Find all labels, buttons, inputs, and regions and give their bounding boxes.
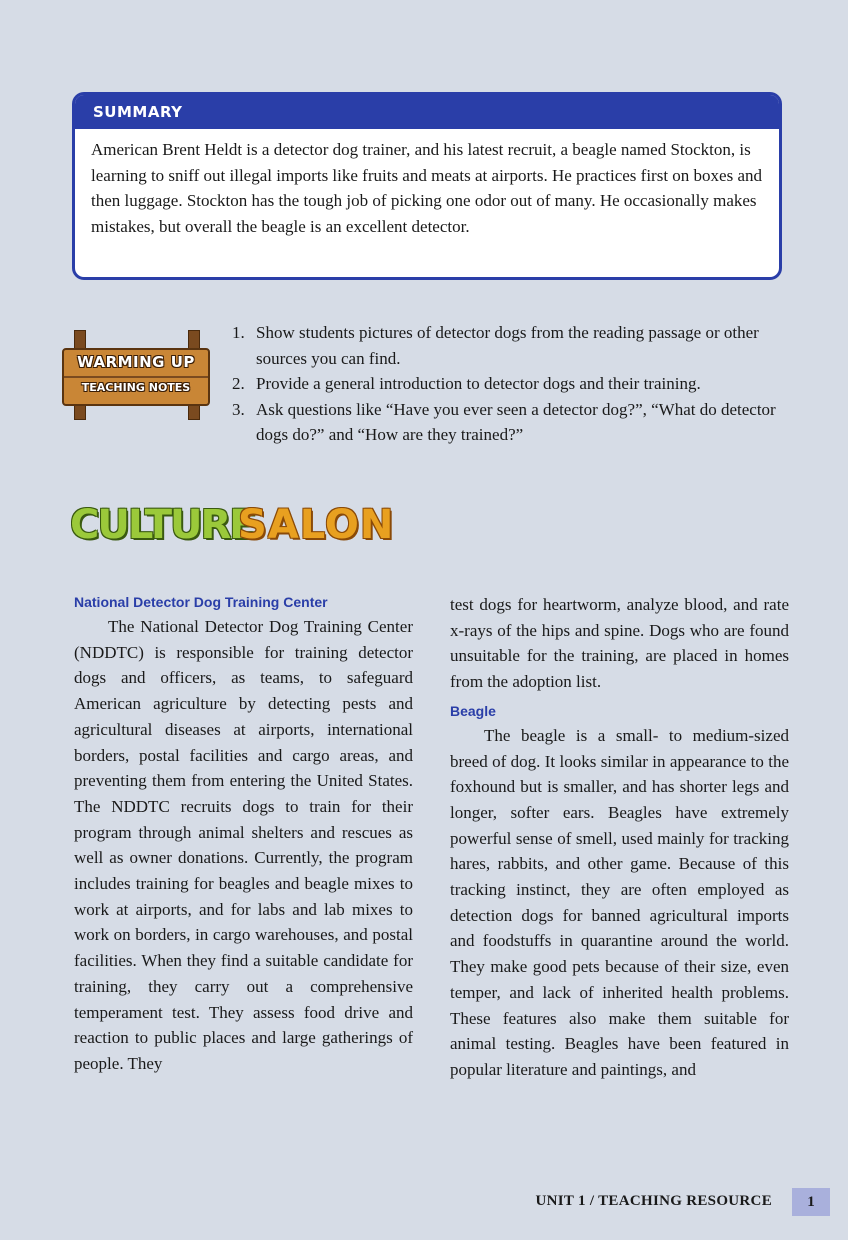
section-heading-nddtc: National Detector Dog Training Center	[74, 594, 328, 610]
summary-text: American Brent Heldt is a detector dog trainer, and his latest recruit, a beagle named Stockton, is learning to sniff out illegal imports like fruits and meats at airports. He practices first on boxes and then luggage. Stockton has the tough job of picking one odor out of many. He occasionally makes mistakes, but overall the beagle is an excellent detector.	[91, 140, 763, 236]
sign-board-divider	[64, 376, 208, 378]
list-item	[232, 397, 792, 448]
footer-label: UNIT 1 / TEACHING RESOURCE	[535, 1193, 772, 1209]
list-item-number: 1.	[232, 323, 245, 342]
sign-title: WARMING UP	[77, 353, 195, 371]
sign-subtitle: TEACHING NOTES	[81, 381, 191, 394]
sign-board	[62, 348, 210, 406]
section-heading-beagle: Beagle	[450, 702, 496, 719]
section-text-nddtc: The National Detector Dog Training Center (NDDTC) is responsible for training detector dogs and officers, as teams, to safeguard American agriculture by detecting pests and agricultural diseases at airports, international borders, postal facilities and cargo areas, and preventing them from entering the United States. The NDDTC recruits dogs to train for their program through animal shelters and rescues as well as owner donations. Currently, the program includes training for beagles and beagle mixes to work at airports, and for labs and lab mixes to work on borders, in cargo warehouses, and postal facilities. When they find a suitable candidate for training, they carry out a comprehensive temperament test. They assess food drive and reaction to public places and large gatherings of people. They	[74, 617, 413, 1073]
article-column-left	[74, 592, 413, 1077]
culture-salon-word1: CULTURE	[70, 502, 255, 548]
warming-up-sign	[60, 330, 212, 420]
list-item	[232, 371, 792, 397]
list-item-number: 3.	[232, 399, 245, 419]
list-item	[232, 320, 792, 371]
article-column-right	[450, 592, 789, 1083]
culture-salon-title	[70, 500, 400, 556]
list-item-number: 2.	[232, 374, 245, 393]
summary-box	[72, 92, 782, 280]
section-text-beagle: The beagle is a small- to medium-sized breed of dog. It looks similar in appearance to the foxhound but is smaller, and has shorter legs and longer, softer ears. Beagles have extremely powerful sense of smell, used mainly for tracking hares, rabbits, and other game. Because of this tracking instinct, they are often employed as detection dogs for banned agricultural imports and foodstuffs in quarantine around the world. They make good pets because of their size, even temper, and lack of inherited health problems. These features also make them suitable for animal testing. Beagles have been featured in popular literature and paintings, and	[450, 725, 789, 1079]
teaching-notes-list	[232, 320, 792, 448]
list-item-text: Provide a general introduction to detector dogs and their training.	[256, 374, 701, 393]
list-item-text: Show students pictures of detector dogs from the reading passage or other sources you can find.	[256, 323, 759, 368]
section-text-nddtc-continued: test dogs for heartworm, analyze blood, and rate x-rays of the hips and spine. Dogs who are found unsuitable for the training, are placed in homes from the adoption list.	[450, 595, 789, 692]
summary-heading: SUMMARY	[75, 95, 779, 129]
list-item-text: Ask questions like “Have you ever seen a detector dog?”, “What do detector dogs do?” and “How are they trained?”	[256, 399, 776, 444]
culture-salon-word2: SALON	[238, 502, 395, 548]
page-number: 1	[792, 1188, 830, 1216]
